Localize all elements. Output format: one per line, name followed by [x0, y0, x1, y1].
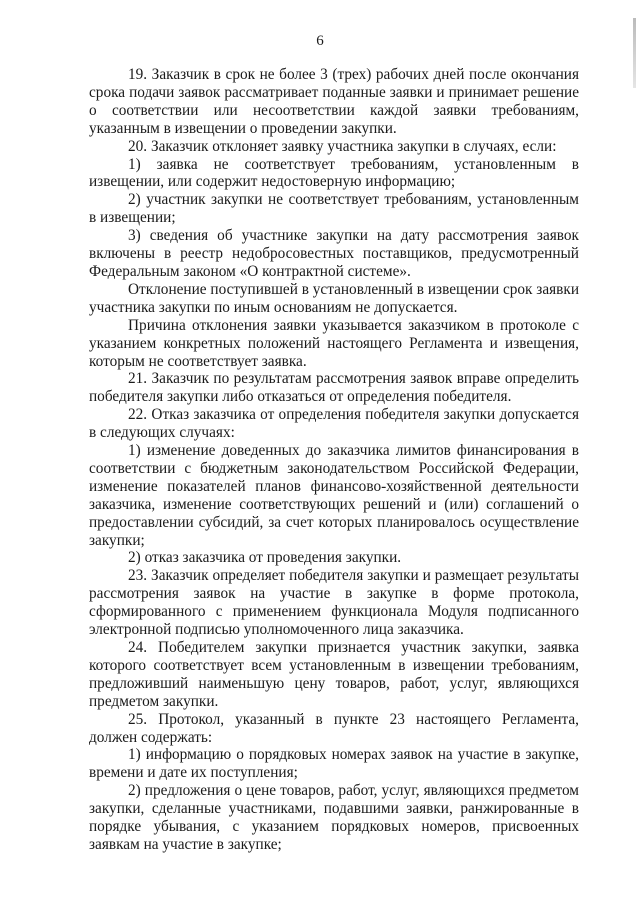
paragraph-22: 22. Отказ заказчика от определения победителя закупки допускается в следующих случаях: — [89, 406, 579, 442]
paragraph-19: 19. Заказчик в срок не более 3 (трех) рабочих дней после окончания срока подачи заявок рассматривает поданные заявки и принимает решение о соответствии или несоответствии каждой заявки требованиям, указанным в извещении о проведении закупки. — [89, 66, 579, 137]
page-number: 6 — [316, 33, 324, 49]
paragraph-rejection-note: Отклонение поступившей в установленный в извещении срок заявки участника закупки по иным основаниям не допускается. — [89, 280, 580, 316]
paragraph-20-item-1: 1) заявка не соответствует требованиям, установленным в извещении, или содержит недостоверную информацию; — [89, 155, 579, 191]
paragraph-22-item-1: 1) изменение доведенных до заказчика лимитов финансирования в соответствии с бюджетным законодательством Российской Федерации, изменение показателей планов финансово-хозяйственной деятельности заказчика, изменение соответствующих решений и (или) соглашений о предоставлении субсидий, за счет которых планировалось осуществление закупки; — [89, 442, 579, 549]
paragraph-21: 21. Заказчик по результатам рассмотрения заявок вправе определить победителя закупки либо отказаться от определения победителя. — [89, 370, 579, 406]
paragraph-23: 23. Заказчик определяет победителя закупки и размещает результаты рассмотрения заявок на участие в закупке в форме протокола, сформированного с применением функционала Модуля подписанного электронной подписью уполномоченного лица заказчика. — [89, 567, 579, 639]
paragraph-20-item-3: 3) сведения об участнике закупки на дату рассмотрения заявок включены в реестр недобросовестных поставщиков, предусмотренный Федеральным законом «О контрактной системе». — [89, 227, 579, 280]
document-body — [89, 66, 579, 854]
scan-edge-mark — [633, 18, 636, 88]
paragraph-25-item-2: 2) предложения о цене товаров, работ, услуг, являющихся предметом закупки, сделанные участниками, подавшими заявки, ранжированные в порядке убывания, с указанием порядковых номеров, присвоенных заявкам на участие в закупке; — [89, 782, 579, 853]
paragraph-24: 24. Победителем закупки признается участник закупки, заявка которого соответствует всем установленным в извещении требованиям, предложивший наименьшую цену товаров, работ, услуг, являющихся предметом закупки. — [89, 639, 579, 710]
paragraph-rejection-reason: Причина отклонения заявки указывается заказчиком в протоколе с указанием конкретных положений настоящего Регламента и извещения, которым не соответствует заявка. — [89, 316, 579, 370]
paragraph-25: 25. Протокол, указанный в пункте 23 настоящего Регламента, должен содержать: — [89, 710, 579, 746]
paragraph-20: 20. Заказчик отклоняет заявку участника закупки в случаях, если: — [128, 137, 557, 155]
paragraph-20-item-2: 2) участник закупки не соответствует требованиям, установленным в извещении; — [89, 191, 579, 227]
paragraph-25-item-1: 1) информацию о порядковых номерах заявок на участие в закупке, времени и дате их поступления; — [89, 746, 579, 782]
paragraph-22-item-2: 2) отказ заказчика от проведения закупки. — [128, 549, 402, 567]
